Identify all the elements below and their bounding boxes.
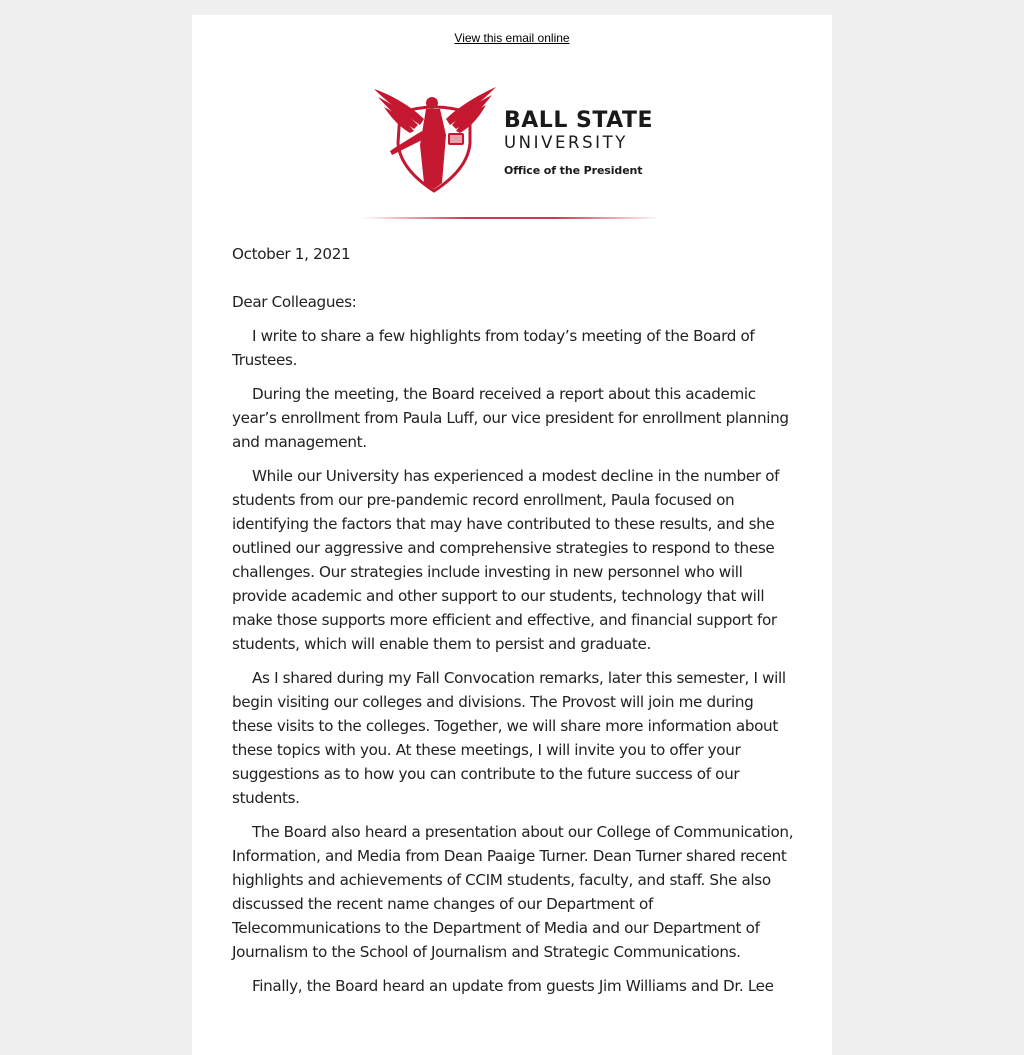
view-email-online-link[interactable]: View this email online <box>454 31 570 45</box>
letter-paragraph: I write to share a few highlights from today’s meeting of the Board of Trustees. <box>232 327 755 369</box>
letter-paragraph: As I shared during my Fall Convocation remarks, later this semester, I will begin visiting our colleges and divisions. The Provost will join me during these visits to the colleges. Together, we will share more information about these topics with you. At these meetings, I will invite you to offer your suggestions as to how you can contribute to the future success of our students. <box>232 669 786 807</box>
letter-paragraph: The Board also heard a presentation about our College of Communication, Information, and Media from Dean Paaige Turner. Dean Turner shared recent highlights and achievements of CCIM students, faculty, and staff. She also discussed the recent name changes of our Department of Telecommunications to the Department of Media and our Department of Journalism to the School of Journalism and Strategic Communications. <box>232 823 794 961</box>
brand-line-office: Office of the President <box>504 164 643 177</box>
letter-body <box>232 242 794 1008</box>
brand-line-ball-state: BALL STATE <box>504 108 653 133</box>
brand-wordmark <box>504 109 653 178</box>
header-divider <box>362 217 660 219</box>
email-card <box>192 15 832 1055</box>
letter-date: October 1, 2021 <box>232 245 351 263</box>
letter-salutation: Dear Colleagues: <box>232 293 357 311</box>
letter-paragraph: During the meeting, the Board received a report about this academic year’s enrollment from Paula Luff, our vice president for enrollment planning and management. <box>232 385 789 451</box>
brand-line-university: UNIVERSITY <box>504 133 628 152</box>
letter-paragraph: Finally, the Board heard an update from guests Jim Williams and Dr. Lee <box>252 977 774 995</box>
university-logo <box>372 85 662 195</box>
beneficence-shield-icon <box>372 85 497 193</box>
letter-paragraph: While our University has experienced a modest decline in the number of students from our pre-pandemic record enrollment, Paula focused on identifying the factors that may have contributed to these results, and she outlined our aggressive and comprehensive strategies to respond to these challenges. Our strategies include investing in new personnel who will provide academic and other support to our students, technology that will make those supports more efficient and effective, and financial support for students, which will enable them to persist and graduate. <box>232 467 780 653</box>
